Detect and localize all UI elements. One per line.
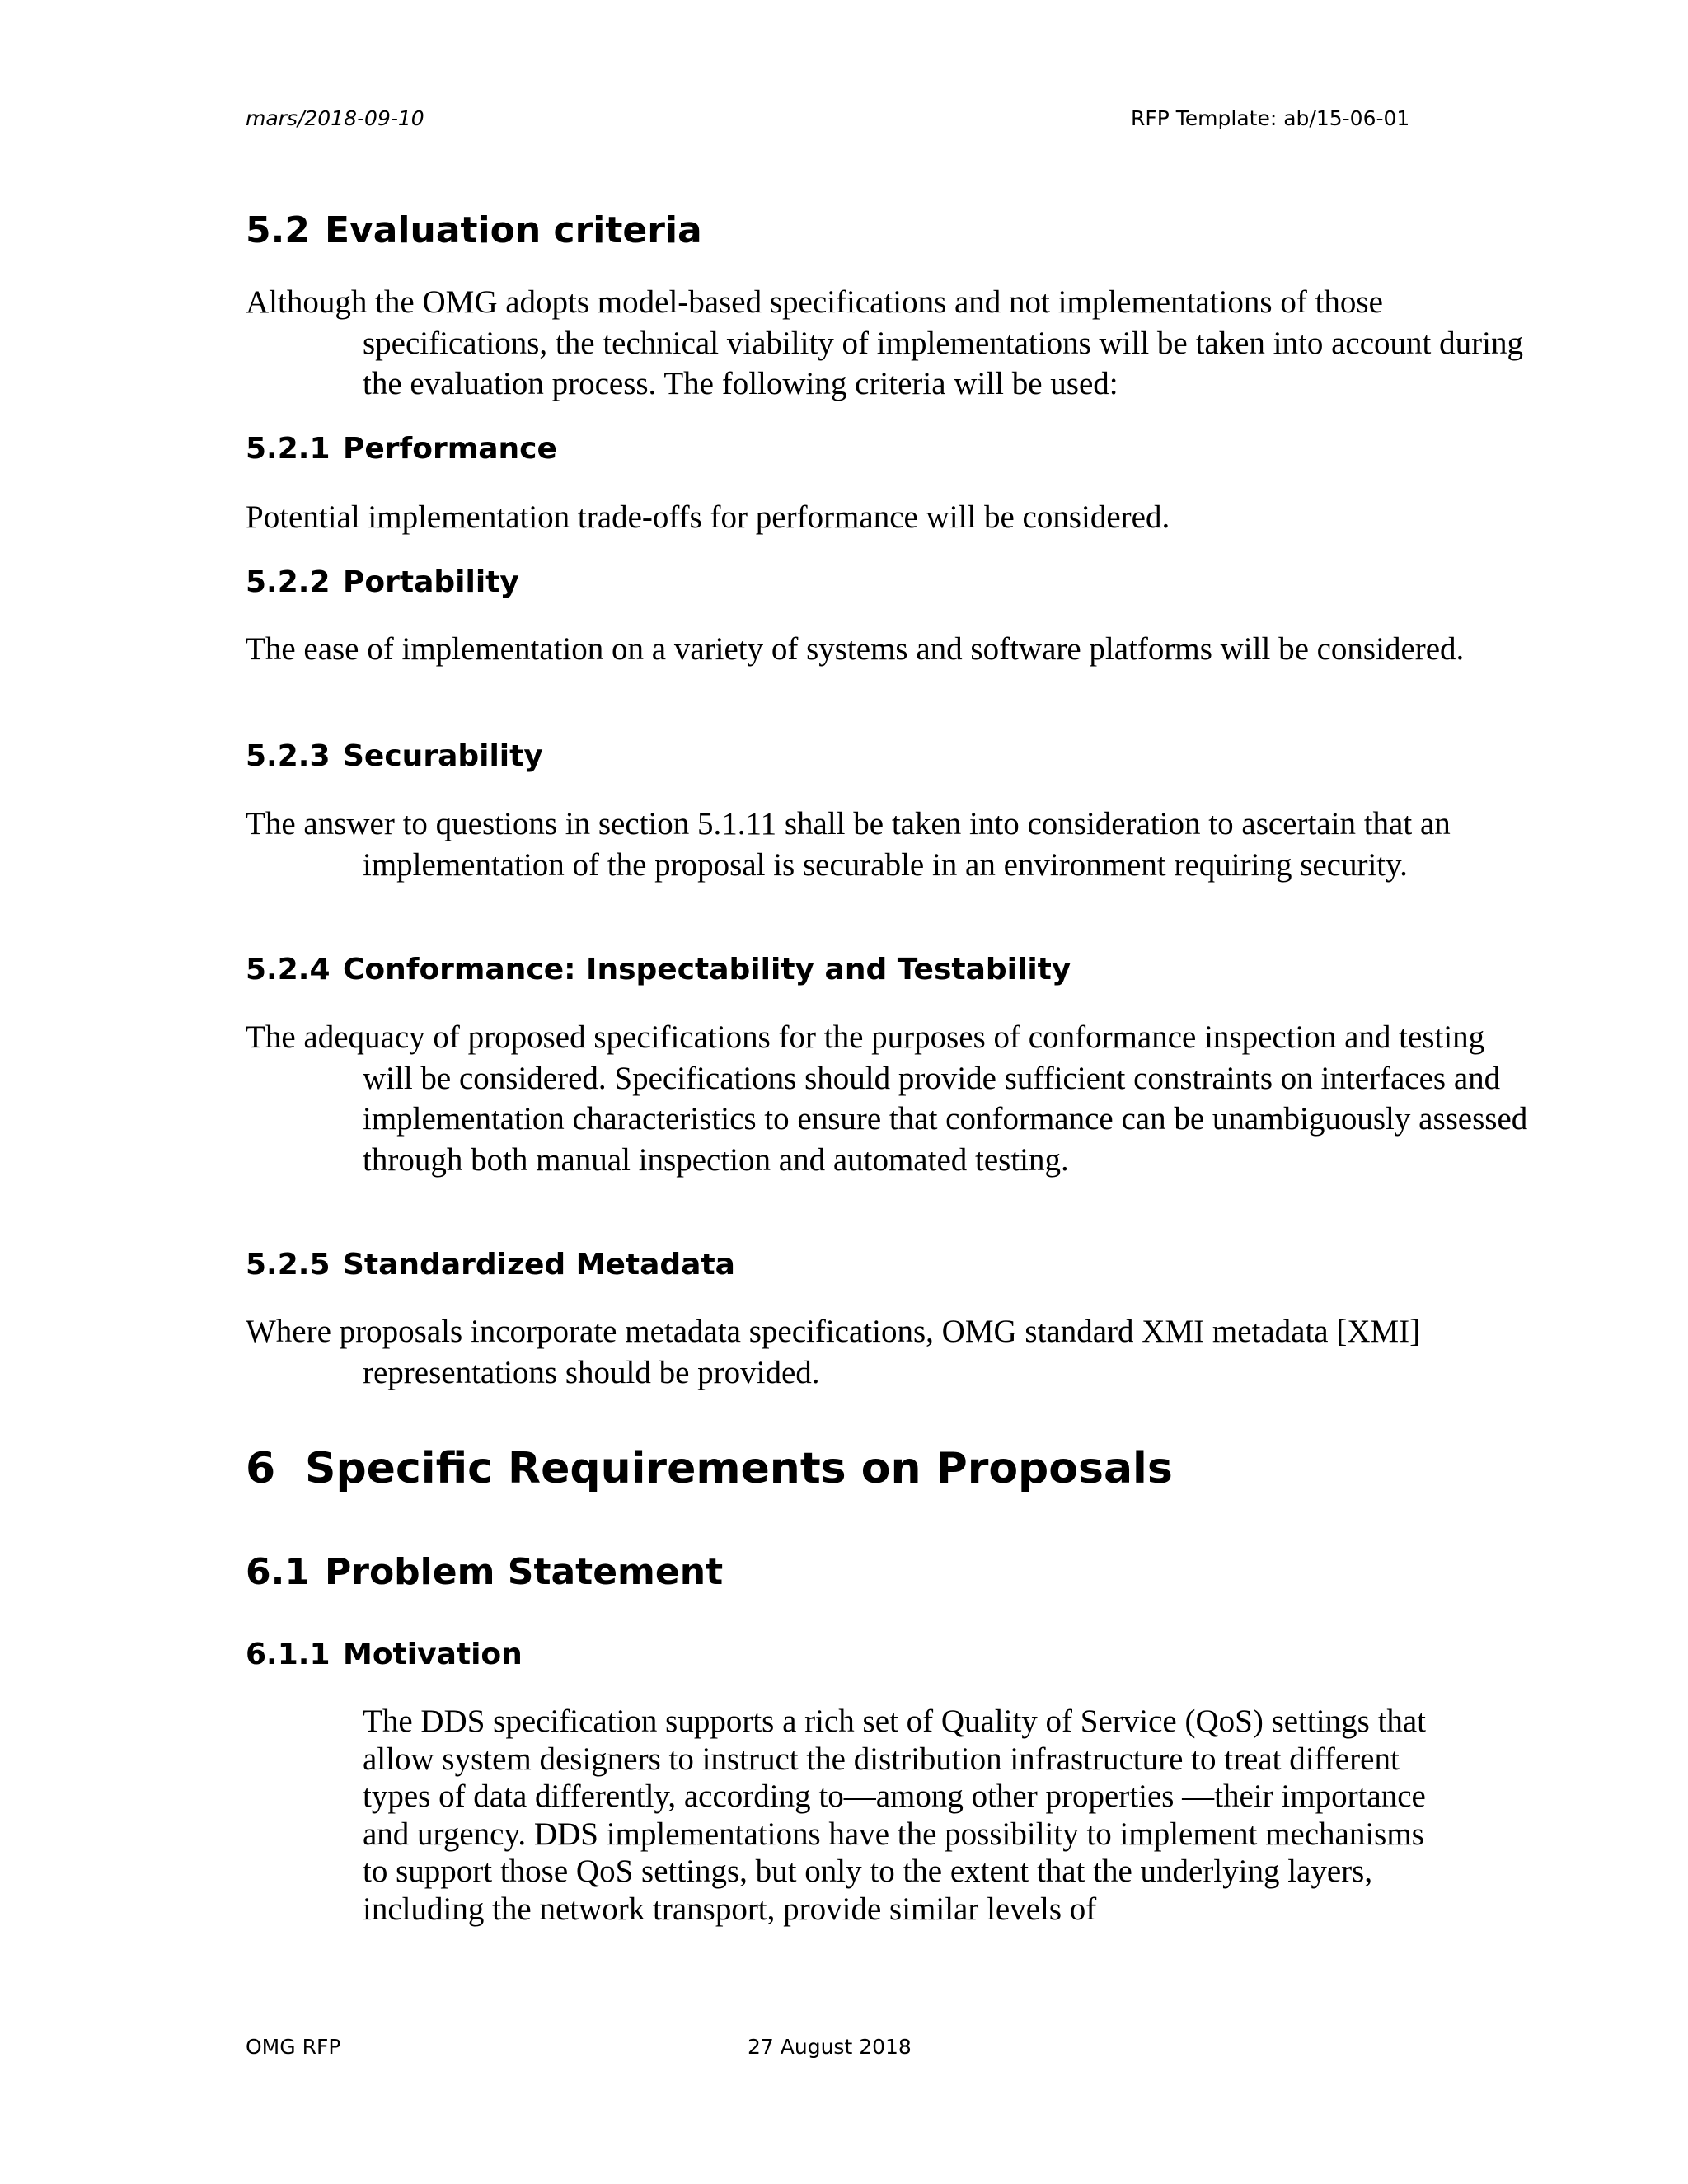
heading-6	[246, 1442, 1173, 1495]
heading-title: Problem Statement	[325, 1551, 724, 1593]
heading-number: 5.2.1	[246, 432, 331, 466]
heading-5-2-4	[246, 951, 1071, 989]
heading-number: 5.2.2	[246, 565, 331, 599]
heading-title: Specific Requirements on Proposals	[305, 1444, 1173, 1493]
paragraph-5-2-5: Where proposals incorporate metadata specifications, OMG standard XMI metadata [XMI] representations should be provided.	[246, 1314, 1421, 1390]
paragraph-5-2: Although the OMG adopts model-based specifications and not implementations of those specifications, the technical viability of implementations will be taken into account during the evaluation process. The following criteria will be used:	[246, 284, 1523, 401]
paragraph-5-2-4: The adequacy of proposed specifications for the purposes of conformance inspection and testing will be considered. Specifications should provide sufficient constraints on interfaces and implementation characteristics to ensure that conformance can be unambiguously assessed through both manual inspection and automated testing.	[246, 1019, 1528, 1178]
heading-number: 5.2.3	[246, 739, 331, 773]
heading-number: 5.2.4	[246, 953, 331, 987]
heading-5-2-3	[246, 738, 543, 776]
heading-5-2	[246, 208, 702, 254]
header-template-id: RFP Template: ab/15-06-01	[1131, 106, 1410, 130]
heading-title: Securability	[343, 739, 543, 773]
paragraph-5-2-2: The ease of implementation on a variety of systems and software platforms will be considered.	[246, 631, 1465, 667]
heading-number: 6.1	[246, 1551, 310, 1593]
heading-number: 6.1.1	[246, 1638, 331, 1671]
paragraph-6-1-1: The DDS specification supports a rich set of Quality of Service (QoS) settings that allow system designers to instruct the distribution infrastructure to treat different types of data differently, according to—among other properties —their importance and urgency. DDS implementations have the possibility to implement mechanisms to support those QoS settings, but only to the extent that the underlying layers, including the network transport, provide similar levels of	[363, 1704, 1426, 1927]
heading-5-2-1	[246, 430, 557, 468]
heading-5-2-5	[246, 1246, 735, 1284]
heading-title: Conformance: Inspectability and Testability	[343, 953, 1071, 987]
heading-title: Standardized Metadata	[343, 1248, 735, 1282]
footer-date: 27 August 2018	[748, 2035, 912, 2059]
header-doc-id: mars/2018-09-10	[246, 106, 424, 130]
paragraph-5-2-3: The answer to questions in section 5.1.11 shall be taken into consideration to ascertain that an implementation of the proposal is securable in an environment requiring security.	[246, 806, 1451, 883]
heading-title: Performance	[343, 432, 557, 466]
heading-6-1	[246, 1549, 723, 1596]
heading-number: 5.2.5	[246, 1248, 331, 1282]
heading-title: Motivation	[343, 1638, 523, 1671]
heading-title: Portability	[343, 565, 519, 599]
heading-5-2-2	[246, 564, 519, 602]
heading-number: 6	[246, 1444, 276, 1493]
heading-number: 5.2	[246, 209, 310, 251]
heading-6-1-1	[246, 1636, 523, 1674]
heading-title: Evaluation criteria	[325, 209, 702, 251]
paragraph-5-2-1: Potential implementation trade-offs for performance will be considered.	[246, 499, 1170, 535]
footer-label: OMG RFP	[246, 2035, 341, 2059]
